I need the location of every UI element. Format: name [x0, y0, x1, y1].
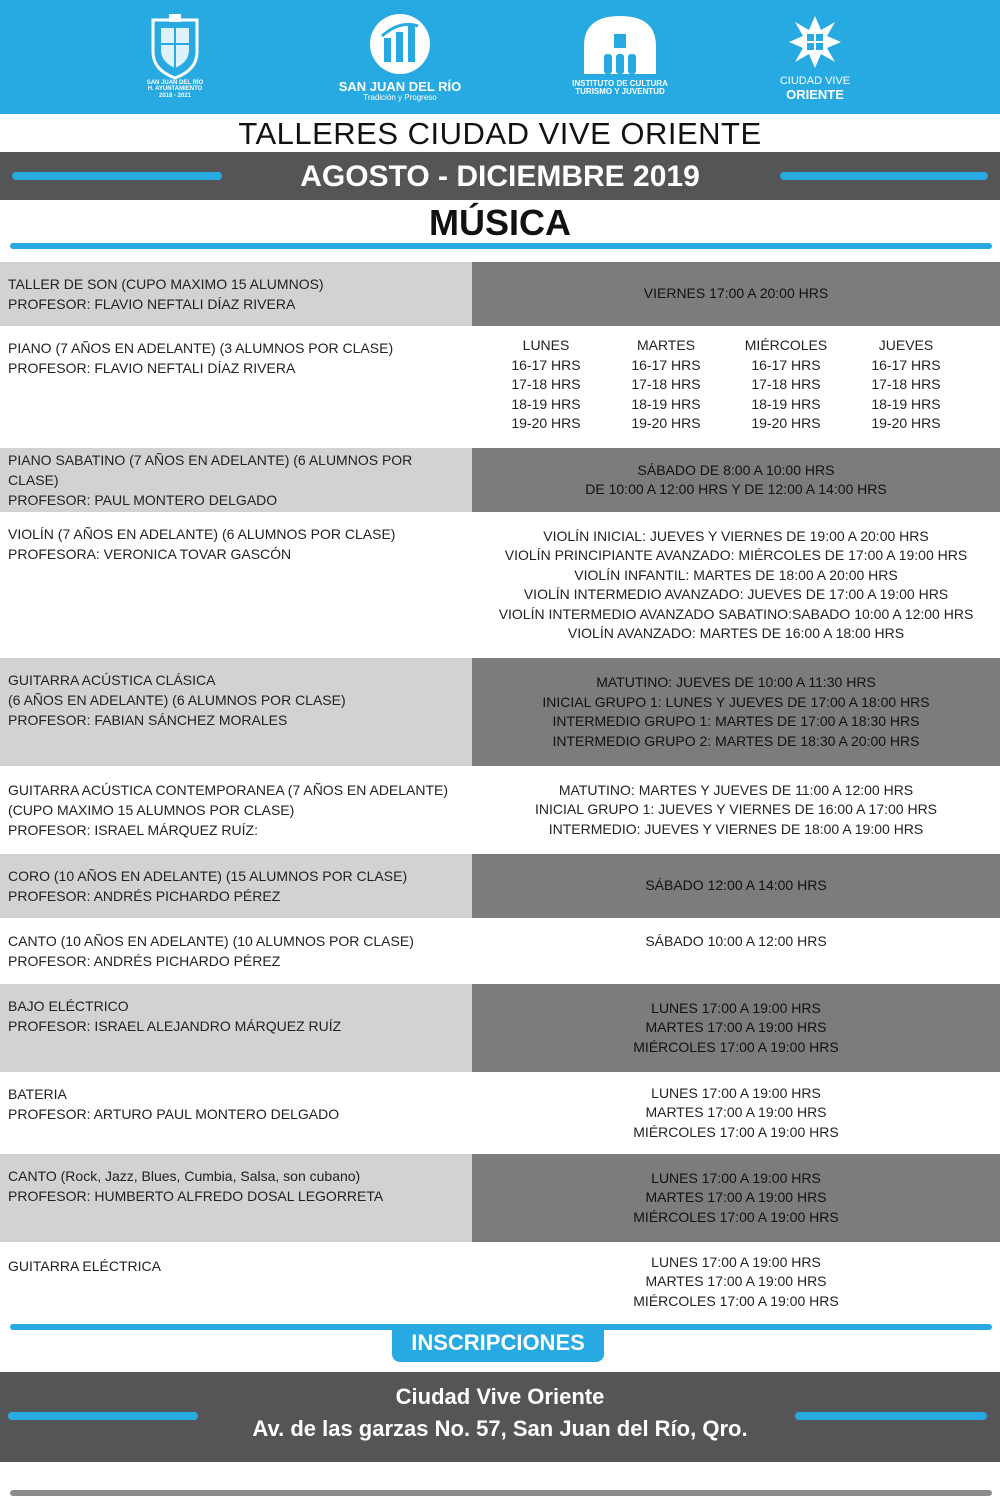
workshop-teacher: PROFESOR: HUMBERTO ALFREDO DOSAL LEGORRETA — [8, 1188, 384, 1204]
workshop-name: VIOLÍN (7 AÑOS EN ADELANTE) (6 ALUMNOS POR CLASE) — [8, 526, 396, 542]
schedule-line: LUNES 17:00 A 19:00 HRS — [651, 1084, 821, 1101]
workshop-info — [0, 448, 472, 512]
piano-day-martes — [611, 336, 721, 434]
workshop-teacher: PROFESOR: FLAVIO NEFTALI DÍAZ RIVERA — [8, 296, 296, 312]
schedule-line: SÁBADO 12:00 A 14:00 HRS — [645, 877, 827, 894]
instituto-line1: INSTITUTO DE CULTURA — [572, 79, 668, 88]
schedule-line: MATUTINO: JUEVES DE 10:00 A 11:30 HRS — [596, 674, 876, 690]
workshop-details: (CUPO MAXIMO 15 ALUMNOS POR CLASE) — [8, 802, 295, 818]
workshop-schedule — [472, 326, 1000, 448]
instituto-line2: TURISMO Y JUVENTUD — [575, 87, 665, 97]
footer-address: Av. de las garzas No. 57, San Juan del Río, Qro. — [252, 1416, 748, 1441]
time-slot: 18-19 HRS — [751, 395, 821, 412]
schedule-line: MIÉRCOLES 17:00 A 19:00 HRS — [633, 1038, 839, 1055]
workshop-schedule — [472, 1154, 1000, 1242]
time-slot: 17-18 HRS — [871, 376, 941, 392]
workshop-schedule — [472, 984, 1000, 1072]
workshop-row-guitarra-contemporanea — [0, 766, 1000, 854]
sjr-emblem-icon — [368, 12, 432, 76]
schedule-line: MIÉRCOLES 17:00 A 19:00 HRS — [633, 1123, 839, 1140]
time-slot: 16-17 HRS — [631, 356, 701, 373]
municipio-logo — [140, 12, 210, 99]
workshop-name: BATERIA — [8, 1086, 67, 1102]
workshop-name: PIANO (7 AÑOS EN ADELANTE) (3 ALUMNOS POR CLASE) — [8, 340, 394, 356]
time-slot: 17-18 HRS — [631, 376, 701, 392]
workshop-schedule — [472, 512, 1000, 658]
time-slot: 19-20 HRS — [511, 415, 581, 431]
time-slot: 16-17 HRS — [511, 356, 581, 373]
workshop-teacher: PROFESOR: PAUL MONTERO DELGADO — [8, 492, 278, 508]
time-slot: 19-20 HRS — [751, 415, 821, 431]
schedule-line: MARTES 17:00 A 19:00 HRS — [645, 1104, 827, 1121]
workshop-name: CANTO (10 AÑOS EN ADELANTE) (10 ALUMNOS POR CLASE) — [8, 933, 414, 949]
workshop-info — [0, 658, 472, 766]
workshop-teacher: PROFESORA: VERONICA TOVAR GASCÓN — [8, 546, 292, 562]
schedule-line: MARTES 17:00 A 19:00 HRS — [645, 1189, 827, 1206]
workshop-teacher: PROFESOR: ARTURO PAUL MONTERO DELGADO — [8, 1106, 340, 1122]
workshop-info — [0, 1154, 472, 1242]
workshop-row-guitarra-clasica — [0, 658, 1000, 766]
workshop-info — [0, 984, 472, 1072]
day-label: MARTES — [636, 337, 696, 353]
schedule-line: MATUTINO: MARTES Y JUEVES DE 11:00 A 12:00 HRS — [558, 781, 914, 798]
workshop-row-canto — [0, 918, 1000, 984]
piano-day-lunes — [491, 336, 601, 434]
time-slot: 18-19 HRS — [871, 395, 941, 412]
workshop-info — [0, 262, 472, 326]
workshop-teacher: PROFESOR: ISRAEL ALEJANDRO MÁRQUEZ RUÍZ — [8, 1018, 342, 1034]
workshop-name: GUITARRA ACÚSTICA CLÁSICA — [8, 672, 216, 688]
workshop-name: BAJO ELÉCTRICO — [8, 998, 129, 1014]
workshop-row-bajo-electrico — [0, 984, 1000, 1072]
schedule-line: VIOLÍN INFANTIL: MARTES DE 18:00 A 20:00 HRS — [574, 566, 898, 583]
workshop-info — [0, 1242, 472, 1322]
workshop-row-canto-ritmos — [0, 1154, 1000, 1242]
workshop-schedule — [472, 918, 1000, 984]
schedule-line: VIOLÍN INTERMEDIO AVANZADO: JUEVES DE 17:00 A 19:00 HRS — [523, 586, 949, 602]
schedule-line: MIÉRCOLES 17:00 A 19:00 HRS — [633, 1292, 839, 1309]
schedule-line: VIOLÍN PRINCIPIANTE AVANZADO: MIÉRCOLES DE 17:00 A 19:00 HRS — [504, 547, 968, 563]
sjr-tagline: Tradición y Progreso — [363, 92, 437, 102]
schedule-line: VIERNES 17:00 A 20:00 HRS — [643, 285, 829, 302]
period-label: AGOSTO - DICIEMBRE 2019 — [300, 160, 700, 193]
sjr-logo — [330, 12, 470, 102]
workshop-row-bateria — [0, 1072, 1000, 1154]
bottom-divider — [10, 1490, 992, 1496]
workshop-row-coro — [0, 854, 1000, 918]
workshop-schedule — [472, 262, 1000, 326]
workshop-name: CANTO (Rock, Jazz, Blues, Cumbia, Salsa, son cubano) — [8, 1168, 361, 1184]
day-label: MIÉRCOLES — [744, 337, 828, 353]
schedule-line: VIOLÍN INICIAL: JUEVES Y VIERNES DE 19:00 A 20:00 HRS — [543, 527, 929, 544]
cvo-emblem-icon — [785, 12, 845, 72]
day-label: JUEVES — [878, 337, 934, 353]
cvo-logo — [770, 12, 860, 101]
workshop-row-guitarra-electrica — [0, 1242, 1000, 1322]
workshop-teacher: PROFESOR: FLAVIO NEFTALI DÍAZ RIVERA — [8, 360, 296, 376]
period-band — [0, 152, 1000, 200]
workshop-schedule — [472, 658, 1000, 766]
schedule-line: INICIAL GRUPO 1: LUNES Y JUEVES DE 17:00 A 18:00 HRS — [542, 693, 930, 710]
schedule-line: SÁBADO DE 8:00 A 10:00 HRS — [637, 461, 835, 478]
workshop-info — [0, 854, 472, 918]
workshop-teacher: PROFESOR: ANDRÉS PICHARDO PÉREZ — [8, 953, 281, 969]
section-divider — [10, 243, 992, 249]
piano-schedule-grid — [491, 336, 961, 434]
workshop-name: GUITARRA ACÚSTICA CONTEMPORANEA (7 AÑOS EN ADELANTE) — [8, 782, 449, 798]
workshop-schedule — [472, 1072, 1000, 1154]
workshop-name: TALLER DE SON (CUPO MAXIMO 15 ALUMNOS) — [8, 276, 324, 292]
schedule-line: INTERMEDIO GRUPO 2: MARTES DE 18:30 A 20:00 HRS — [552, 732, 920, 749]
header-banner — [0, 0, 1000, 114]
time-slot: 17-18 HRS — [511, 376, 581, 392]
workshop-row-violin — [0, 512, 1000, 658]
schedule-line: INTERMEDIO GRUPO 1: MARTES DE 17:00 A 18:30 HRS — [552, 713, 920, 729]
workshop-info — [0, 326, 472, 448]
time-slot: 19-20 HRS — [631, 415, 701, 431]
time-slot: 16-17 HRS — [751, 356, 821, 373]
instituto-emblem-icon — [580, 12, 660, 78]
time-slot: 18-19 HRS — [631, 395, 701, 412]
piano-day-miercoles — [731, 336, 841, 434]
workshop-teacher: PROFESOR: ISRAEL MÁRQUEZ RUÍZ: — [8, 822, 258, 838]
time-slot: 17-18 HRS — [751, 376, 821, 392]
time-slot: 18-19 HRS — [511, 395, 581, 412]
workshop-name: PIANO SABATINO (7 AÑOS EN ADELANTE) (6 ALUMNOS POR CLASE) — [8, 452, 413, 488]
schedule-line: VIOLÍN AVANZADO: MARTES DE 16:00 A 18:00 HRS — [567, 625, 905, 641]
schedule-line: SÁBADO 10:00 A 12:00 HRS — [645, 933, 827, 949]
workshop-teacher: PROFESOR: FABIAN SÁNCHEZ MORALES — [8, 712, 288, 728]
municipio-line3: 2018 - 2021 — [158, 92, 192, 99]
section-title: MÚSICA — [429, 202, 571, 243]
workshop-info — [0, 918, 472, 984]
workshop-row-taller-de-son — [0, 262, 1000, 326]
inscripciones-label: INSCRIPCIONES — [392, 1324, 604, 1362]
workshop-schedule — [472, 854, 1000, 918]
piano-day-jueves — [851, 336, 961, 434]
crest-icon — [147, 12, 203, 80]
schedule-line: MARTES 17:00 A 19:00 HRS — [645, 1019, 827, 1036]
schedule-line: MIÉRCOLES 17:00 A 19:00 HRS — [633, 1208, 839, 1225]
cvo-line2: ORIENTE — [786, 86, 844, 102]
municipio-line1: SAN JUAN DEL RÍO — [146, 80, 204, 86]
workshop-name: GUITARRA ELÉCTRICA — [8, 1258, 161, 1274]
workshop-schedule — [472, 1242, 1000, 1322]
municipio-line2: H. AYUNTAMIENTO — [147, 86, 203, 93]
workshop-name: CORO (10 AÑOS EN ADELANTE) (15 ALUMNOS POR CLASE) — [8, 868, 408, 884]
footer-band — [0, 1372, 1000, 1462]
schedule-line: DE 10:00 A 12:00 HRS Y DE 12:00 A 14:00 HRS — [585, 481, 887, 497]
footer-venue: Ciudad Vive Oriente — [395, 1384, 605, 1409]
workshop-info — [0, 512, 472, 658]
workshop-info — [0, 1072, 472, 1154]
schedule-line: LUNES 17:00 A 19:00 HRS — [651, 1169, 821, 1186]
workshop-schedule — [472, 766, 1000, 854]
schedule-line: INTERMEDIO: JUEVES Y VIERNES DE 18:00 A 19:00 HRS — [548, 820, 924, 837]
workshop-details: (6 AÑOS EN ADELANTE) (6 ALUMNOS POR CLASE) — [8, 692, 346, 708]
schedule-line: INICIAL GRUPO 1: JUEVES Y VIERNES DE 16:00 A 17:00 HRS — [534, 801, 938, 818]
time-slot: 19-20 HRS — [871, 415, 941, 431]
schedule-line: MARTES 17:00 A 19:00 HRS — [645, 1273, 827, 1290]
workshop-teacher: PROFESOR: ANDRÉS PICHARDO PÉREZ — [8, 888, 281, 904]
instituto-logo — [555, 12, 685, 97]
workshop-schedule — [472, 448, 1000, 512]
cvo-line1: CIUDAD VIVE — [779, 75, 851, 87]
workshop-row-piano-sabatino — [0, 448, 1000, 512]
workshop-info — [0, 766, 472, 854]
time-slot: 16-17 HRS — [871, 356, 941, 373]
schedule-line: VIOLÍN INTERMEDIO AVANZADO SABATINO:SABADO 10:00 A 12:00 HRS — [498, 605, 974, 622]
schedule-line: LUNES 17:00 A 19:00 HRS — [651, 999, 821, 1016]
workshop-row-piano — [0, 326, 1000, 448]
sjr-name: SAN JUAN DEL RÍO — [338, 79, 462, 94]
page-title: TALLERES CIUDAD VIVE ORIENTE — [238, 116, 762, 151]
day-label: LUNES — [522, 337, 570, 353]
schedule-line: LUNES 17:00 A 19:00 HRS — [651, 1253, 821, 1270]
